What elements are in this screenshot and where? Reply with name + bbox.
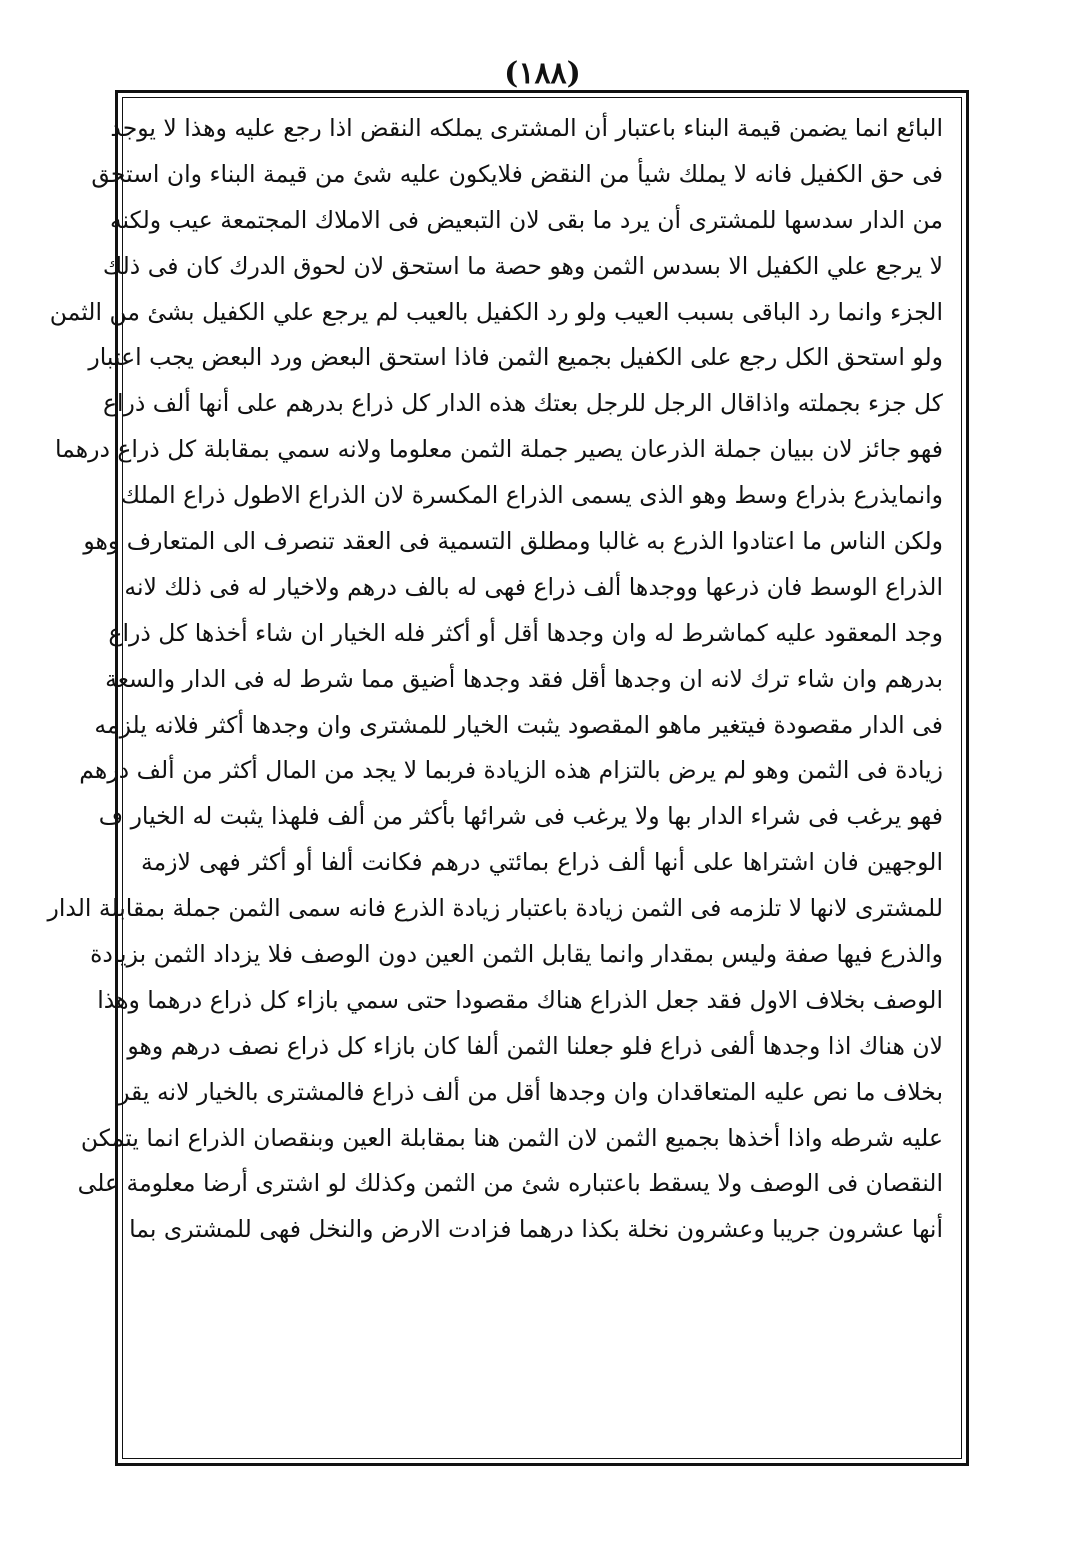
text-line: زيادة فى الثمن وهو لم يرض بالتزام هذه الزيادة فربما لا يجد من المال أكثر من ألف درهم <box>79 756 943 785</box>
text-line: فى حق الكفيل فانه لا يملك شيأ من النقض فلايكون عليه شئ من قيمة البناء وان استحق <box>91 159 943 188</box>
text-line: لان هناك اذا وجدها ألفى ذراع فلو جعلنا الثمن ألفا كان بازاء كل ذراع نصف درهم وهو <box>127 1031 943 1060</box>
text-line: ولو استحق الكل رجع على الكفيل بجميع الثمن فاذا استحق البعض ورد البعض يجب اعتبار <box>88 343 943 372</box>
page-number: (١٨٨) <box>504 56 581 91</box>
text-line: فهو جائز لان ببيان جملة الذرعان يصير جملة الثمن معلوما ولانه سمي بمقابلة كل ذراع درهما <box>54 435 943 464</box>
text-line: النقصان فى الوصف ولا يسقط باعتباره شئ من الثمن وكذلك لو اشترى أرضا معلومة على <box>77 1169 943 1198</box>
body-text <box>47 106 943 1456</box>
text-line: الوجهين فان اشتراها على أنها ألف ذراع بمائتي درهم فكانت ألفا أو أكثر فهى لازمة <box>141 848 943 877</box>
text-line: الجزء وانما رد الباقى بسبب العيب ولو رد الكفيل بالعيب لم يرجع علي الكفيل بشئ من الثمن <box>49 297 943 326</box>
text-line: أنها عشرون جريبا وعشرون نخلة بكذا درهما فزادت الارض والنخل فهى للمشترى بما <box>129 1215 943 1244</box>
text-line: وجد المعقود عليه كماشرط له وان وجدها أقل أو أكثر فله الخيار ان شاء أخذها كل ذراع <box>108 618 943 647</box>
text-line: للمشترى لانها لا تلزمه فى الثمن زيادة باعتبار زيادة الذرع فانه سمى الثمن جملة بمقابلة الدار <box>47 894 943 923</box>
text-line: الوصف بخلاف الاول فقد جعل الذراع هناك مقصودا حتى سمي بازاء كل ذراع درهما وهذا <box>97 985 943 1014</box>
text-line: بخلاف ما نص عليه المتعاقدان وان وجدها أقل من ألف ذراع فالمشترى بالخيار لانه يقر <box>118 1077 943 1106</box>
text-line: وانمايذرع بذراع وسط وهو الذى يسمى الذراع المكسرة لان الذراع الاطول ذراع الملك <box>120 481 943 510</box>
text-line: كل جزء بجملته واذاقال الرجل للرجل بعتك هذه الدار كل ذراع بدرهم على أنها ألف ذراع <box>102 389 943 418</box>
text-line: فهو يرغب فى شراء الدار بها ولا يرغب فى شرائها بأكثر من ألف فلهذا يثبت له الخيار ف <box>98 802 943 831</box>
text-line: بدرهم وان شاء ترك لانه ان وجدها أقل فقد وجدها أضيق مما شرط له فى الدار والسعة <box>105 664 943 693</box>
text-line: الذراع الوسط فان ذرعها ووجدها ألف ذراع فهى له بالف درهم ولاخيار له فى ذلك لانه <box>124 572 943 601</box>
text-line: لا يرجع علي الكفيل الا بسدس الثمن وهو حصة ما استحق لان لحوق الدرك كان فى ذلك <box>102 251 943 280</box>
text-line: البائع انما يضمن قيمة البناء باعتبار أن المشترى يملكه النقض اذا رجع عليه وهذا لا يوجد <box>110 114 943 142</box>
text-line: ولكن الناس ما اعتادوا الذرع به غالبا ومطلق التسمية فى العقد تنصرف الى المتعارف وهو <box>83 527 943 556</box>
text-line: والذرع فيها صفة وليس بمقدار وانما يقابل الثمن العين دون الوصف فلا يزداد الثمن بزيادة <box>90 940 943 969</box>
text-line: فى الدار مقصودة فيتغير ماهو المقصود يثبت الخيار للمشترى وان وجدها أكثر فلانه يلزمه <box>94 710 943 739</box>
text-line: من الدار سدسها للمشترى أن يرد ما بقى لان التبعيض فى الاملاك المجتمعة عيب ولكنه <box>109 205 943 234</box>
text-line: عليه شرطه واذا أخذها بجميع الثمن لان الثمن هنا بمقابلة العين وبنقصان الذراع انما يتمكن <box>80 1123 943 1152</box>
